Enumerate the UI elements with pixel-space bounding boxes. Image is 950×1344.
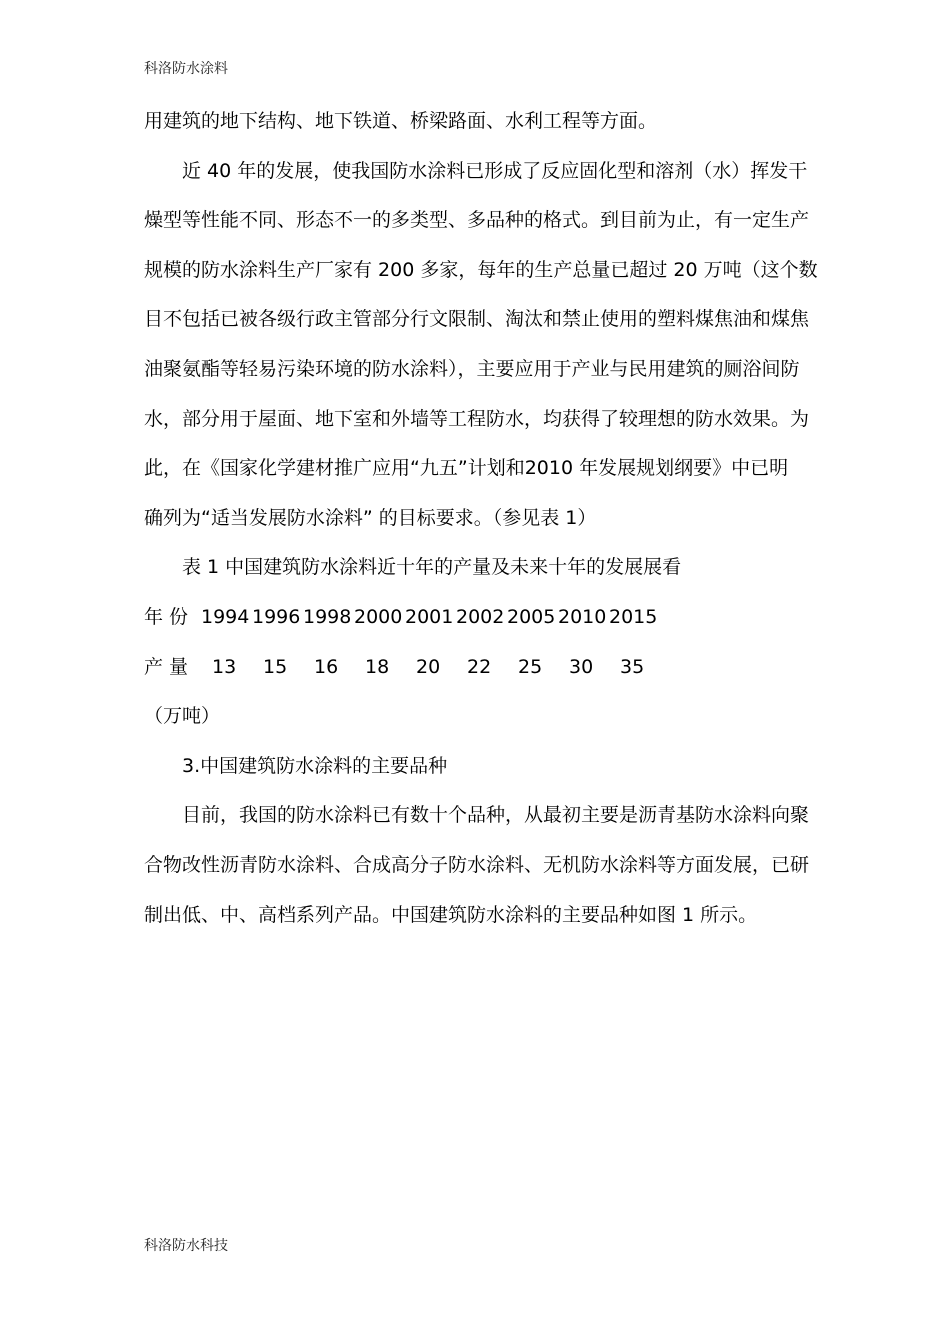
year-cell: 2010 <box>558 605 607 628</box>
year-cell: 2002 <box>456 605 505 628</box>
paragraph-line: 水，部分用于屋面、地下室和外墙等工程防水，均获得了较理想的防水效果。为 <box>144 407 810 430</box>
page-header: 科洛防水涂料 <box>144 61 228 77</box>
output-cell: 35 <box>620 655 645 678</box>
year-label: 年 份 <box>144 605 189 628</box>
paragraph-line: 油聚氨酯等轻易污染环境的防水涂料），主要应用于产业与民用建筑的厕浴间防 <box>144 357 800 380</box>
paragraph-line: 规模的防水涂料生产厂家有 200 多家，每年的生产总量已超过 20 万吨（这个数 <box>144 258 818 281</box>
output-cell: 15 <box>263 655 288 678</box>
year-cell: 2005 <box>507 605 556 628</box>
table-row-output <box>144 643 824 693</box>
year-cell: 2001 <box>405 605 454 628</box>
paragraph-line: 用建筑的地下结构、地下铁道、桥梁路面、水利工程等方面。 <box>144 110 658 132</box>
paragraph-line: 燥型等性能不同、形态不一的多类型、多品种的格式。到目前为止，有一定生产 <box>144 209 810 232</box>
paragraph-line: 目前，我国的防水涂料已有数十个品种，从最初主要是沥青基防水涂料向聚 <box>182 804 810 827</box>
output-label: 产 量 <box>144 655 189 678</box>
paragraph-line: 合物改性沥青防水涂料、合成高分子防水涂料、无机防水涂料等方面发展，已研 <box>144 853 810 876</box>
table-unit: （万吨） <box>144 705 221 728</box>
paragraph-line: 此，在《国家化学建材推广应用“九五”计划和2010 年发展规划纲要》中已明 <box>144 457 789 480</box>
section-heading: 3.中国建筑防水涂料的主要品种 <box>182 754 448 777</box>
year-cell: 2000 <box>354 605 403 628</box>
year-cell: 1994 <box>201 605 250 628</box>
paragraph-line: 目不包括已被各级行政主管部分行文限制、淘汰和禁止使用的塑料煤焦油和煤焦 <box>144 308 810 331</box>
output-cell: 22 <box>467 655 492 678</box>
output-cell: 25 <box>518 655 543 678</box>
output-cell: 18 <box>365 655 390 678</box>
document-body <box>144 97 824 940</box>
output-cell: 16 <box>314 655 339 678</box>
year-cell: 2015 <box>609 605 658 628</box>
output-cell: 13 <box>212 655 237 678</box>
year-cell: 1996 <box>252 605 301 628</box>
paragraph-line: 制出低、中、高档系列产品。中国建筑防水涂料的主要品种如图 1 所示。 <box>144 903 758 926</box>
table-caption: 表 1 中国建筑防水涂料近十年的产量及未来十年的发展展看 <box>182 556 682 579</box>
paragraph-line: 近 40 年的发展，使我国防水涂料已形成了反应固化型和溶剂（水）挥发干 <box>182 159 808 182</box>
page-footer: 科洛防水科技 <box>144 1238 228 1254</box>
year-cell: 1998 <box>303 605 352 628</box>
paragraph-line: 确列为“适当发展防水涂料” 的目标要求。（参见表 1） <box>144 506 597 529</box>
output-cell: 20 <box>416 655 441 678</box>
output-cell: 30 <box>569 655 594 678</box>
table-row-years <box>144 593 824 643</box>
